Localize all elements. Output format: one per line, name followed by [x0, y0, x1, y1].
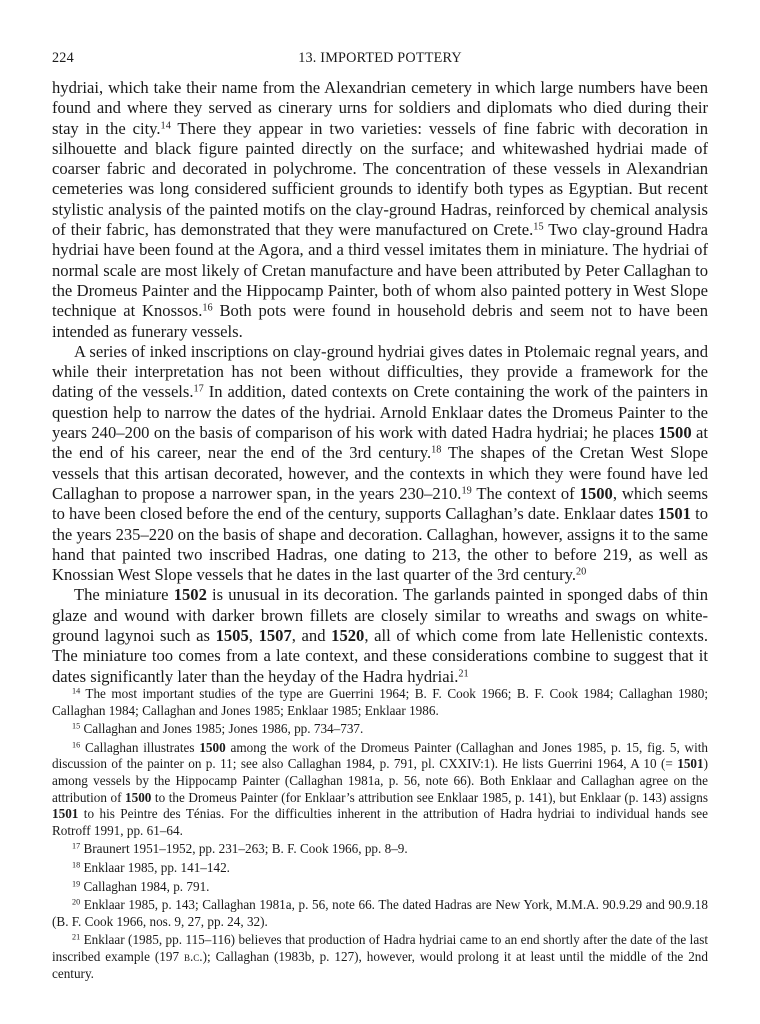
catalogue-number: 1500	[658, 423, 692, 443]
note-reference: 18	[72, 860, 81, 870]
catalogue-number: 1502	[173, 585, 207, 605]
text-run: Callaghan 1984, p. 791.	[80, 878, 210, 894]
text-run: to the years 235–220 on the basis of shape and decoration. Callaghan, however, assigns it to the same hand that painted two inscribed Hadras, one dating to 213, the other to before 219, as well as Knossian West Slope vessels that he dates in the last quarter of the 3rd century.	[52, 504, 709, 585]
text-run: to his Peintre des Ténias. For the difficulties inherent in the attribution of Hadra hydriai to individual hands see Rotroff 1991, pp. 61–64.	[52, 806, 708, 838]
footnote-14	[52, 686, 708, 719]
note-reference: 14	[72, 686, 81, 696]
paragraph	[52, 342, 708, 586]
footnote-19	[52, 879, 708, 896]
catalogue-number: 1501	[52, 806, 79, 822]
note-reference: 15	[533, 221, 544, 233]
text-run: Both pots were found in household debris and seem not to have been intended as funerary vessels.	[52, 301, 708, 341]
note-reference: 17	[193, 383, 204, 395]
catalogue-number: 1505	[215, 626, 249, 646]
text-run: , all of which come from late Hellenistic contexts. The miniature too comes from a late context, and these considerations combine to suggest that it dates significantly later than the heyday of the Hadra hydriai.	[52, 626, 709, 686]
note-reference: 16	[72, 740, 81, 750]
footnote-16	[52, 740, 708, 840]
running-head: 13. IMPORTED POTTERY	[298, 50, 462, 66]
catalogue-number: 1500	[199, 739, 226, 755]
paragraph	[52, 585, 708, 686]
text-run: The most important studies of the type are Guerrini 1964; B. F. Cook 1966; B. F. Cook 1984; Callaghan 1980; Callaghan 1984; Callaghan and Jones 1985; Enklaar 1985; Enklaar 1986.	[52, 686, 708, 718]
note-reference: 14	[160, 119, 171, 131]
text-run: The shapes of the Cretan West Slope vessels that this artisan decorated, however, and the contexts in which they were found have led Callaghan to propose a narrower span, in the years 230–210.	[52, 443, 708, 503]
text-run: Enklaar 1985, p. 143; Callaghan 1981a, p. 56, note 66. The dated Hadras are New York, M.M.A. 90.9.29 and 90.9.18 (B. F. Cook 1966, nos. 9, 27, pp. 24, 32).	[52, 897, 708, 929]
note-reference: 19	[461, 485, 472, 497]
note-reference: 21	[458, 667, 469, 679]
body-text	[52, 78, 708, 687]
text-run: The context of	[471, 483, 580, 503]
text-run: to the Dromeus Painter (for Enklaar’s attribution see Enklaar 1985, p. 141), but Enklaar (p. 143) assigns	[151, 789, 708, 805]
text-run: Callaghan illustrates	[80, 739, 200, 755]
text-run: at the end of his career, near the end of the 3rd century.	[52, 423, 708, 463]
small-caps-text: b.c.	[183, 948, 203, 964]
text-run: Two clay-ground Hadra hydriai have been found at the Agora, and a third vessel imitates them in miniature. The hydriai of normal scale are most likely of Cretan manufacture and have been attributed by Peter Callaghan to the Dromeus Painter and the Hippocamp Painter, both of whom also painted pottery in West Slope technique at Knossos.	[52, 220, 708, 321]
page-header	[52, 50, 708, 72]
footnote-21	[52, 932, 708, 982]
catalogue-number: 1520	[331, 626, 365, 646]
text-run: ); Callaghan (1983b, p. 127), however, would prolong it at least until the middle of the 2nd century.	[52, 948, 708, 981]
catalogue-number: 1501	[677, 756, 704, 772]
text-run: among the work of the Dromeus Painter (Callaghan and Jones 1985, p. 15, fig. 5, with discussion of the painter on p. 11; see also Callaghan 1984, p. 791, pl. CXXIV:1). He lists Guerrini 1964, A 10 (=	[52, 739, 708, 772]
paragraph	[52, 78, 708, 342]
note-reference: 20	[72, 897, 81, 907]
text-run: The miniature	[74, 585, 174, 605]
page-number: 224	[52, 50, 74, 66]
footnotes	[52, 686, 708, 984]
catalogue-number: 1500	[579, 483, 613, 503]
note-reference: 19	[72, 879, 81, 889]
catalogue-number: 1500	[125, 789, 152, 805]
note-reference: 18	[431, 444, 442, 456]
note-reference: 21	[72, 932, 81, 942]
text-run: A series of inked inscriptions on clay-ground hydriai gives dates in Ptolemaic regnal years, and while their interpretation has not been without difficulties, they provide a framework for the dating of the vessels.	[52, 341, 708, 402]
catalogue-number: 1501	[657, 504, 691, 524]
text-run: is unusual in its decoration. The garlands painted in sponged dabs of thin glaze and wound with darker brown fillets are closely similar to wreaths and swags on white-ground lagynoi such as	[52, 585, 709, 646]
text-run: , which seems to have been closed before the end of the century, supports Callaghan’s date. Enklaar dates	[52, 483, 708, 524]
text-run: Callaghan and Jones 1985; Jones 1986, pp. 734–737.	[80, 721, 364, 737]
footnote-18	[52, 860, 708, 877]
text-run: Enklaar (1985, pp. 115–116) believes that production of Hadra hydriai came to an end shortly after the date of the last inscribed example (197	[52, 932, 708, 964]
note-reference: 20	[576, 566, 587, 578]
text-run: In addition, dated contexts on Crete containing the work of the painters in question help to narrow the dates of the hydriai. Arnold Enklaar dates the Dromeus Painter to the years 240–200 on the basis of comparison of his work with dated Hadra hydriai; he places	[52, 382, 708, 443]
text-run: ,	[248, 626, 259, 646]
text-run: Braunert 1951–1952, pp. 231–263; B. F. Cook 1966, pp. 8–9.	[80, 841, 408, 857]
footnote-17	[52, 841, 708, 858]
note-reference: 16	[202, 302, 213, 314]
text-run: Enklaar 1985, pp. 141–142.	[80, 859, 230, 875]
note-reference: 17	[72, 841, 81, 851]
text-run: ) among vessels by the Hippocamp Painter (Callaghan 1981a, p. 56, note 66). Both Enklaar and Callaghan agree on the attribution of	[52, 756, 708, 805]
note-reference: 15	[72, 721, 81, 731]
text-run: hydriai, which take their name from the Alexandrian cemetery in which large numbers have been found and where they served as cinerary urns for soldiers and diplomats who died during their stay in the city.	[52, 78, 708, 138]
catalogue-number: 1507	[258, 626, 292, 646]
text-run: There they appear in two varieties: vessels of fine fabric with decoration in silhouette and black figure painted directly on the surface; and whitewashed hydriai made of coarser fabric and decorated in polychrome. The concentration of these vessels in Alexandrian cemeteries was long considered sufficient grounds to identify both types as Egyptian. But recent stylistic analysis of the painted motifs on the clay-ground Hadras, reinforced by chemical analysis of their fabric, has demonstrated that they were manufactured on Crete.	[52, 118, 708, 240]
footnote-15	[52, 721, 708, 738]
footnote-20	[52, 897, 708, 930]
text-run: , and	[291, 626, 332, 646]
